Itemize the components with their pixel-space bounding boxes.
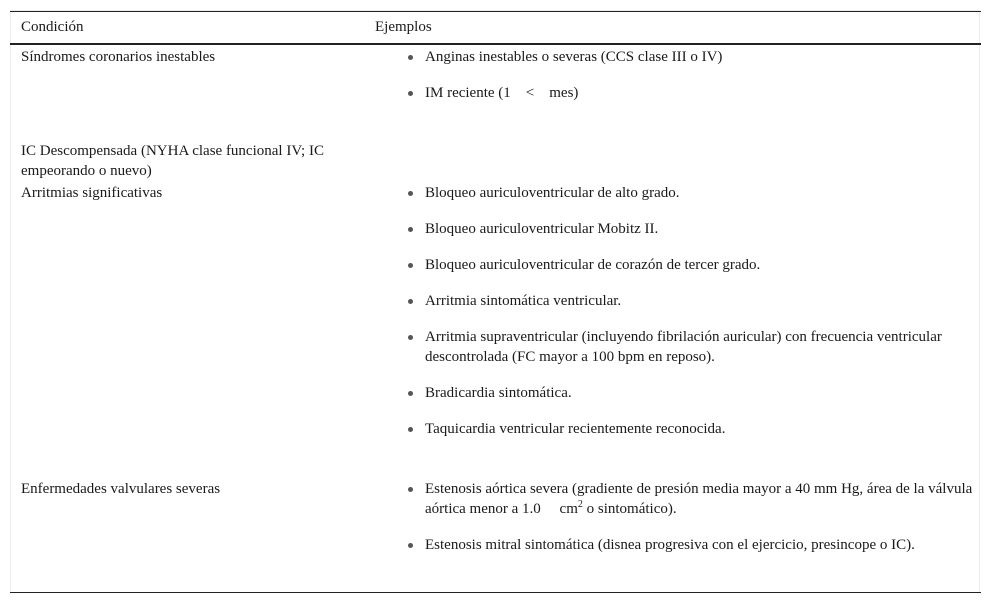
table-row-arrhythmias bbox=[10, 181, 981, 477]
examples-list bbox=[364, 47, 981, 103]
examples-list bbox=[364, 479, 981, 555]
condition-cell: Enfermedades valvulares severas bbox=[21, 481, 221, 497]
list-item bbox=[408, 479, 981, 519]
examples-cell bbox=[364, 44, 981, 141]
aortic-stenosis-text-end: o sintomático). bbox=[582, 501, 677, 517]
condition-cell: Arritmias significativas bbox=[21, 185, 163, 201]
examples-cell bbox=[364, 181, 981, 477]
examples-list bbox=[364, 183, 981, 439]
bottom-rule bbox=[10, 592, 981, 593]
list-item: Arritmia supraventricular (incluyendo fibrilación auricular) con frecuencia ventricular descontrolada (FC mayor a 100 bpm en reposo). bbox=[408, 327, 981, 367]
condition-cell: Síndromes coronarios inestables bbox=[21, 49, 216, 65]
table-header-row bbox=[10, 12, 981, 45]
header-examples: Ejemplos bbox=[375, 19, 432, 35]
conditions-table bbox=[10, 11, 981, 571]
list-item: Bloqueo auriculoventricular Mobitz II. bbox=[408, 219, 981, 239]
aortic-stenosis-text: Estenosis aórtica severa (gradiente de presión media mayor a 40 mm Hg, área de la válvula aórtica menor a 1.0 cm bbox=[425, 481, 973, 517]
list-item: Bloqueo auriculoventricular de alto grado. bbox=[408, 183, 981, 203]
table-row-valvular bbox=[10, 477, 981, 571]
list-item: Bloqueo auriculoventricular de corazón de tercer grado. bbox=[408, 255, 981, 275]
table-row-decompensated-hf bbox=[10, 141, 981, 181]
examples-cell bbox=[364, 141, 981, 181]
list-item: Estenosis mitral sintomática (disnea progresiva con el ejercicio, presincope o IC). bbox=[408, 535, 981, 555]
condition-cell: IC Descompensada (NYHA clase funcional IV; IC empeorando o nuevo) bbox=[21, 143, 324, 179]
examples-cell bbox=[364, 477, 981, 571]
list-item: Bradicardia sintomática. bbox=[408, 383, 981, 403]
list-item: Anginas inestables o severas (CCS clase III o IV) bbox=[408, 47, 981, 67]
list-item: Arritmia sintomática ventricular. bbox=[408, 291, 981, 311]
superscript-2: 2 bbox=[577, 499, 583, 510]
header-condition: Condición bbox=[21, 19, 84, 35]
list-item: Taquicardia ventricular recientemente reconocida. bbox=[408, 419, 981, 439]
list-item: IM reciente (1 < mes) bbox=[408, 83, 981, 103]
table-row-unstable-coronary bbox=[10, 44, 981, 141]
